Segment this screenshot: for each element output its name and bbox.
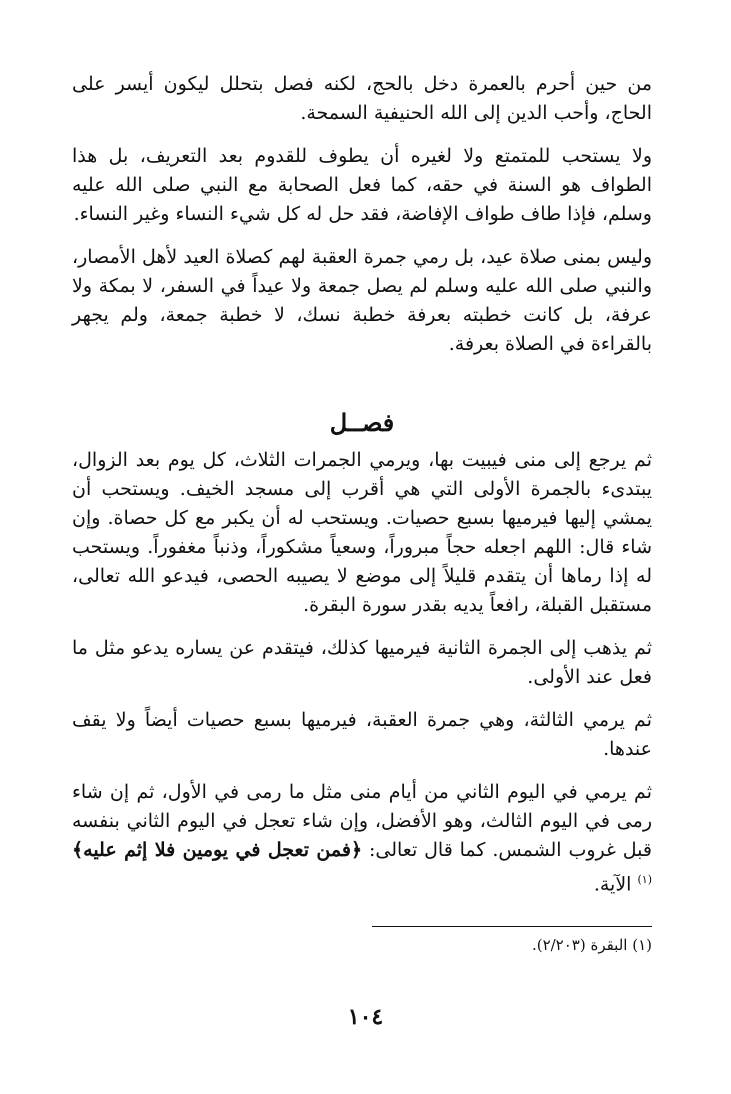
- footnote-separator: [372, 926, 652, 927]
- paragraph-text: الآية.: [593, 873, 638, 896]
- paragraph-text: ثم يرمي في اليوم الثاني من أيام منى مثل ما رمى في الأول، ثم إن شاء رمى في اليوم الثالث، وهو الأفضل، وإن شاء تعجل في اليوم الثاني بنفسه قبل غروب الشمس. كما قال تعالى:: [72, 781, 652, 861]
- section-heading: فصــل: [329, 408, 395, 437]
- paragraph: ثم يرمي الثالثة، وهي جمرة العقبة، فيرميها بسبع حصيات أيضاً ولا يقف عندها.: [72, 709, 652, 760]
- paragraph: ثم يرجع إلى منى فيبيت بها، ويرمي الجمرات الثلاث، كل يوم بعد الزوال، يبتدىء بالجمرة الأولى التي هي أقرب إلى مسجد الخيف. ويستحب أن يمشي إليها فيرميها بسبع حصيات. ويستحب له أن يكبر مع كل حصاة. وإن شاء قال: اللهم اجعله حجاً مبروراً، وسعياً مشكوراً، وذنباً مغفوراً. ويستحب له إذا رماها أن يتقدم قليلاً إلى موضع لا يصيبه الحصى، فيدعو الله تعالى، مستقبل القبلة، رافعاً يديه بقدر سورة البقرة.: [72, 449, 652, 616]
- paragraph: وليس بمنى صلاة عيد، بل رمي جمرة العقبة لهم كصلاة العيد لأهل الأمصار، والنبي صلى الله عليه وسلم لم يصل جمعة ولا عيداً في السفر، لا بمكة ولا عرفة، بل كانت خطبته بعرفة خطبة نسك، لا خطبة جمعة، ولم يجهر بالقراءة في الصلاة بعرفة.: [72, 246, 652, 355]
- footnote: (١) البقرة (٢/٢٠٣).: [531, 936, 652, 954]
- quran-verse: ﴿فمن تعجل في يومين فلا إثم عليه﴾: [72, 839, 363, 861]
- paragraph: ولا يستحب للمتمتع ولا لغيره أن يطوف للقدوم بعد التعريف، بل هذا الطواف هو السنة في حقه، كما فعل الصحابة مع النبي صلى الله عليه وسلم، فإذا طاف طواف الإفاضة، فقد حل له كل شيء النساء وغير النساء.: [72, 145, 652, 225]
- paragraph: ثم يذهب إلى الجمرة الثانية فيرميها كذلك، فيتقدم عن يساره يدعو مثل ما فعل عند الأولى.: [72, 637, 652, 688]
- body-text-top: [72, 70, 652, 373]
- paragraph: [72, 778, 652, 899]
- paragraph: من حين أحرم بالعمرة دخل بالحج، لكنه فصل بتحلل ليكون أيسر على الحاج، وأحب الدين إلى الله الحنيفية السمحة.: [72, 73, 652, 124]
- body-text-bottom: [72, 446, 652, 913]
- page-number: ١٠٤: [347, 1004, 384, 1030]
- footnote-marker: (١): [637, 873, 652, 886]
